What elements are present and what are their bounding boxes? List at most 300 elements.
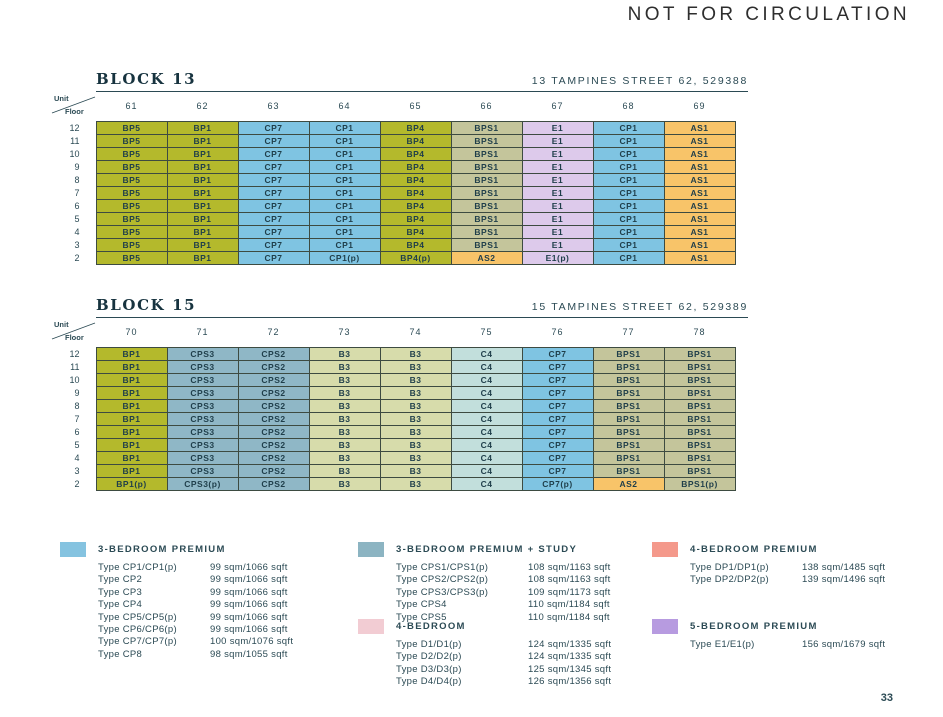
unit-number-row [50,318,735,347]
unit-cell: CP7 [238,186,309,199]
unit-cell: C4 [451,464,522,477]
unit-cell: CPS2 [238,438,309,451]
unit-cell: CP7 [238,134,309,147]
unit-cell: CPS3 [167,360,238,373]
legend-items [690,639,943,651]
unit-cell: CP7 [522,373,593,386]
legend-group-header [60,542,358,557]
svg-text:Unit: Unit [54,94,69,103]
not-for-circulation-watermark: NOT FOR CIRCULATION [627,4,910,25]
unit-cell: BPS1 [451,173,522,186]
legend-type: Type DP2/DP2(p) [690,574,769,586]
unit-cell: BP5 [96,121,167,134]
legend-item [396,599,652,611]
floor-row [50,451,735,464]
legend-size: 108 sqm/1163 sqft [528,562,611,573]
legend-size: 139 sqm/1496 sqft [802,574,886,586]
unit-number: 66 [451,92,522,121]
unit-number: 68 [593,92,664,121]
unit-cell: E1 [522,121,593,134]
unit-floor-corner [50,92,96,121]
legend-type: Type D2/D2(p) [396,651,462,663]
unit-cell: B3 [380,360,451,373]
unit-cell: CPS3 [167,412,238,425]
unit-cell: CP7 [238,251,309,264]
legend-type: Type D3/D3(p) [396,663,462,675]
floor-row [50,438,735,451]
block-section [50,296,770,491]
unit-cell: CP1 [309,134,380,147]
unit-cell: E1 [522,173,593,186]
unit-number: 61 [96,92,167,121]
unit-cell: CPS2 [238,464,309,477]
unit-number: 75 [451,318,522,347]
unit-cell: BPS1 [451,238,522,251]
unit-cell: BP4 [380,173,451,186]
unit-cell: CP1 [309,160,380,173]
unit-cell: CP1 [309,186,380,199]
unit-cell: C4 [451,451,522,464]
unit-cell: CP7 [522,386,593,399]
legend-item [98,574,358,586]
unit-cell: CPS3 [167,438,238,451]
floor-row [50,238,735,251]
unit-cell: BPS1 [593,425,664,438]
unit-number: 72 [238,318,309,347]
unit-cell: CPS2 [238,412,309,425]
unit-cell: BPS1 [593,373,664,386]
legend-size: 108 sqm/1163 sqft [528,574,611,586]
unit-cell: BP1 [167,199,238,212]
unit-cell: CPS3 [167,347,238,360]
unit-cell: C4 [451,386,522,399]
unit-cell: CP1(p) [309,251,380,264]
floor-label: 9 [50,386,96,399]
legend-type: Type CP1/CP1(p) [98,562,177,573]
floor-label: 11 [50,360,96,373]
legend-item [98,649,358,661]
unit-cell: BP1 [167,121,238,134]
legend-type: Type CP8 [98,648,143,660]
unit-cell: CP7 [238,173,309,186]
unit-cell: AS1 [664,121,735,134]
unit-cell: AS1 [664,186,735,199]
unit-cell: AS1 [664,134,735,147]
unit-cell: CP7 [238,238,309,251]
legend-type: Type CP7/CP7(p) [98,636,177,648]
unit-cell: BP1 [96,386,167,399]
floor-label: 11 [50,134,96,147]
legend-item [396,651,652,663]
legend-item [690,574,943,586]
unit-cell: BPS1 [593,464,664,477]
unit-floor-diagonal-icon [50,318,96,342]
unit-cell: B3 [380,399,451,412]
unit-cell: BP1 [96,438,167,451]
legend-item [690,562,943,574]
legend-size: 100 sqm/1076 sqft [210,636,294,648]
unit-cell: CP7 [522,425,593,438]
unit-number: 78 [664,318,735,347]
unit-cell: BP5 [96,134,167,147]
legend-item [98,599,358,611]
unit-cell: BPS1 [593,451,664,464]
block-title: BLOCK 15 [96,296,197,314]
unit-cell: CPS2 [238,477,309,490]
unit-cell: CP1 [593,199,664,212]
unit-cell: AS1 [664,147,735,160]
legend-group-header [652,619,943,634]
unit-cell: CPS3 [167,386,238,399]
legend-size: 99 sqm/1066 sqft [210,611,288,623]
unit-cell: CPS3 [167,451,238,464]
unit-cell: B3 [309,373,380,386]
unit-cell: BP4 [380,186,451,199]
unit-cell: BPS1 [451,225,522,238]
unit-cell: CP1 [593,238,664,251]
unit-cell: B3 [309,412,380,425]
unit-number: 74 [380,318,451,347]
block-header [96,70,748,92]
unit-cell: AS1 [664,173,735,186]
unit-cell: BP5 [96,160,167,173]
legend-size: 110 sqm/1184 sqft [528,599,610,611]
unit-cell: BP1(p) [96,477,167,490]
unit-number: 65 [380,92,451,121]
unit-cell: BP1 [96,464,167,477]
block-title: BLOCK 13 [96,70,197,88]
unit-cell: B3 [380,477,451,490]
unit-cell: CPS2 [238,399,309,412]
unit-cell: BPS1 [664,399,735,412]
unit-cell: E1 [522,134,593,147]
unit-cell: BP5 [96,225,167,238]
unit-cell: CP7 [238,212,309,225]
unit-cell: B3 [309,347,380,360]
unit-cell: E1 [522,212,593,225]
unit-cell: BPS1 [451,186,522,199]
unit-number: 69 [664,92,735,121]
floor-label: 10 [50,147,96,160]
legend-title: 3-BEDROOM PREMIUM + STUDY [396,544,578,555]
unit-cell: AS1 [664,238,735,251]
unit-cell: B3 [380,451,451,464]
floor-row [50,225,735,238]
unit-cell: C4 [451,373,522,386]
unit-cell: BPS1 [664,438,735,451]
unit-cell: CPS2 [238,451,309,464]
unit-cell: AS1 [664,160,735,173]
unit-cell: CP1 [309,212,380,225]
unit-cell: BP5 [96,251,167,264]
unit-cell: BP5 [96,212,167,225]
legend-type: Type CP2 [98,574,143,586]
unit-cell: CP7 [522,438,593,451]
unit-number: 73 [309,318,380,347]
unit-cell: AS1 [664,251,735,264]
unit-cell: BP1 [167,173,238,186]
unit-cell: CP1 [309,173,380,186]
unit-cell: B3 [380,464,451,477]
legend-item [98,562,358,574]
unit-cell: CP7 [522,412,593,425]
unit-cell: CP7 [522,360,593,373]
legend-group [358,542,652,623]
unit-cell: CP1 [309,199,380,212]
unit-cell: E1 [522,199,593,212]
block-header [96,296,748,318]
unit-cell: B3 [380,438,451,451]
unit-cell: C4 [451,477,522,490]
legend-size: 126 sqm/1356 sqft [528,676,612,688]
legend-item [396,587,652,599]
unit-cell: CP1 [593,186,664,199]
legend-item [396,574,652,586]
legend-size: 99 sqm/1066 sqft [210,574,288,586]
legend-title: 4-BEDROOM PREMIUM [690,544,818,555]
floor-row [50,251,735,264]
unit-cell: BP4 [380,199,451,212]
legend-title: 4-BEDROOM [396,621,466,632]
unit-number: 67 [522,92,593,121]
unit-cell: B3 [380,347,451,360]
legend-swatch [358,542,384,557]
legend-type: Type D4/D4(p) [396,676,462,688]
floor-label: 5 [50,438,96,451]
unit-number: 63 [238,92,309,121]
legend-type: Type CPS3/CPS3(p) [396,586,489,598]
unit-cell: CPS3 [167,373,238,386]
unit-cell: BPS1 [451,134,522,147]
floor-row [50,373,735,386]
legend-type: Type E1/E1(p) [690,639,755,650]
legend-type: Type CP6/CP6(p) [98,624,177,636]
unit-cell: B3 [309,399,380,412]
legend-type: Type CP4 [98,599,143,611]
unit-cell: B3 [309,451,380,464]
unit-cell: BP1 [96,360,167,373]
floor-label: 10 [50,373,96,386]
legend-type: Type CP5/CP5(p) [98,611,177,623]
unit-cell: BP1 [167,251,238,264]
legend-column [358,542,652,703]
unit-cell: CPS2 [238,425,309,438]
legend-column [60,542,358,703]
unit-cell: CP1 [309,238,380,251]
unit-cell: AS1 [664,199,735,212]
unit-cell: BP4 [380,238,451,251]
legend-items [690,562,943,587]
unit-cell: BPS1 [593,347,664,360]
floor-row [50,399,735,412]
unit-cell: CP1 [309,225,380,238]
floor-label: 3 [50,238,96,251]
unit-cell: BP4 [380,212,451,225]
legend-items [98,562,358,661]
unit-cell: B3 [380,386,451,399]
floor-row [50,464,735,477]
unit-cell: BP1 [167,186,238,199]
unit-cell: BP1 [167,225,238,238]
legend-size: 99 sqm/1066 sqft [210,624,288,636]
unit-cell: BP1 [96,399,167,412]
legend-item [396,562,652,574]
floor-label: 5 [50,212,96,225]
legend-size: 99 sqm/1066 sqft [210,599,288,611]
unit-cell: BP4 [380,160,451,173]
legend-column [652,542,943,703]
unit-cell: BPS1 [664,373,735,386]
legend-size: 110 sqm/1184 sqft [528,611,610,623]
unit-cell: CP1 [593,121,664,134]
floor-label: 8 [50,173,96,186]
unit-cell: CP1 [593,212,664,225]
floor-label: 9 [50,160,96,173]
unit-cell: B3 [309,464,380,477]
unit-cell: BPS1 [451,147,522,160]
legend-group-header [652,542,943,557]
floor-label: 4 [50,225,96,238]
unit-cell: E1 [522,225,593,238]
unit-cell: BPS1 [451,121,522,134]
unit-number: 71 [167,318,238,347]
legend-size: 156 sqm/1679 sqft [802,639,886,650]
unit-mix-table [50,318,736,491]
legend-item [98,624,358,636]
unit-cell: BP1 [167,212,238,225]
unit-cell: AS2 [451,251,522,264]
legend-item [98,612,358,624]
legend-group [652,542,943,619]
svg-text:Floor: Floor [65,333,84,342]
floor-row [50,173,735,186]
legend-group-header [358,542,652,557]
floor-label: 8 [50,399,96,412]
unit-cell: BPS1(p) [664,477,735,490]
unit-cell: B3 [380,412,451,425]
unit-cell: BPS1 [664,412,735,425]
legend-swatch [60,542,86,557]
unit-cell: BP5 [96,238,167,251]
legend-group [358,619,652,689]
unit-cell: BP4 [380,225,451,238]
floor-row [50,360,735,373]
unit-cell: AS1 [664,212,735,225]
unit-cell: C4 [451,360,522,373]
unit-cell: CP7 [238,225,309,238]
unit-cell: CP1 [593,173,664,186]
unit-cell: BPS1 [664,347,735,360]
unit-cell: CP7 [522,464,593,477]
unit-cell: BPS1 [593,386,664,399]
unit-cell: B3 [309,438,380,451]
floor-label: 4 [50,451,96,464]
unit-cell: BP1 [96,412,167,425]
unit-cell: B3 [309,386,380,399]
unit-mix-table [50,92,736,265]
floor-row [50,186,735,199]
unit-cell: CP7 [522,399,593,412]
legend-size: 125 sqm/1345 sqft [528,663,612,675]
unit-cell: B3 [380,425,451,438]
svg-text:Unit: Unit [54,320,69,329]
floor-label: 3 [50,464,96,477]
unit-cell: BPS1 [593,360,664,373]
legend-swatch [652,619,678,634]
unit-cell: C4 [451,347,522,360]
legend-size: 124 sqm/1335 sqft [528,639,612,650]
unit-cell: BP4 [380,147,451,160]
unit-cell: CPS2 [238,373,309,386]
unit-cell: CP1 [593,134,664,147]
block-address: 13 TAMPINES STREET 62, 529388 [531,75,748,87]
unit-floor-diagonal-icon [50,92,96,116]
floor-row [50,477,735,490]
unit-number: 70 [96,318,167,347]
legend-size: 138 sqm/1485 sqft [802,562,886,573]
unit-cell: BPS1 [664,425,735,438]
legend-size: 109 sqm/1173 sqft [528,586,611,598]
unit-cell: CP7 [238,199,309,212]
page-number: 33 [880,692,893,704]
unit-cell: BP5 [96,147,167,160]
unit-cell: BP1 [167,147,238,160]
legend-group [652,619,943,651]
legend-item [396,664,652,676]
unit-floor-corner [50,318,96,347]
unit-cell: E1 [522,186,593,199]
unit-cell: B3 [309,477,380,490]
unit-cell: CP1 [593,160,664,173]
floor-row [50,347,735,360]
floor-row [50,386,735,399]
unit-cell: BPS1 [451,160,522,173]
unit-cell: BP4 [380,121,451,134]
unit-cell: CP1 [593,147,664,160]
floor-row [50,147,735,160]
unit-cell: CPS2 [238,347,309,360]
unit-cell: BPS1 [664,451,735,464]
unit-cell: CP7 [522,347,593,360]
legend-item [98,587,358,599]
unit-number-row [50,92,735,121]
unit-cell: BP4(p) [380,251,451,264]
unit-cell: BP5 [96,186,167,199]
legend-item [396,639,652,651]
floor-label: 2 [50,251,96,264]
unit-cell: CPS2 [238,360,309,373]
unit-cell: CPS3 [167,425,238,438]
legend-type: Type CPS1/CPS1(p) [396,562,489,573]
unit-cell: E1 [522,147,593,160]
unit-cell: BP1 [167,160,238,173]
floor-row [50,425,735,438]
unit-cell: B3 [309,360,380,373]
unit-cell: CP1 [593,251,664,264]
unit-cell: BP1 [96,425,167,438]
legend-swatch [358,619,384,634]
legend-size: 124 sqm/1335 sqft [528,651,612,663]
legend-type: Type CPS2/CPS2(p) [396,574,489,586]
unit-cell: BPS1 [664,464,735,477]
block-address: 15 TAMPINES STREET 62, 529389 [531,301,748,313]
unit-cell: C4 [451,399,522,412]
legend-size: 99 sqm/1066 sqft [210,586,288,598]
floor-row [50,212,735,225]
unit-cell: CP1 [593,225,664,238]
floor-row [50,199,735,212]
legend-item [690,639,943,651]
